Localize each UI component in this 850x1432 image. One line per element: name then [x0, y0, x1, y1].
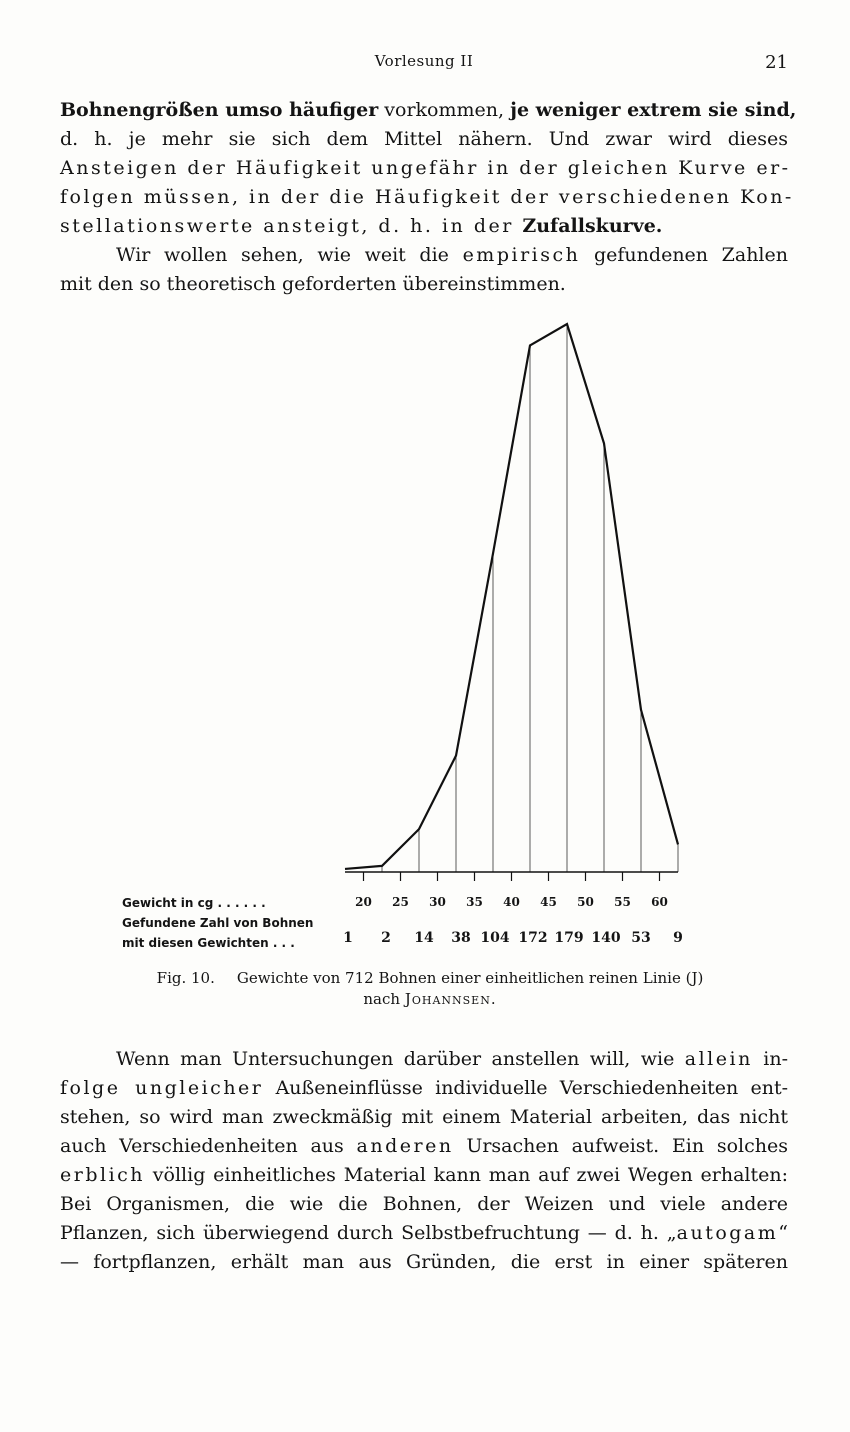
count-row-label-2: mit diesen Gewichten . . . — [122, 936, 295, 950]
text-span: Wir wollen sehen, wie weit die — [116, 244, 463, 266]
x-tick-label: 55 — [614, 895, 631, 909]
count-label: 38 — [451, 930, 471, 946]
figure-number: Fig. 10. — [156, 969, 215, 987]
bold-text: umso häufiger — [225, 99, 379, 121]
text-span: in- — [752, 1048, 788, 1070]
spaced-text: folge ungleicher — [60, 1077, 264, 1099]
count-row-label-1: Gefundene Zahl von Bohnen — [122, 916, 314, 930]
text-span: “ — [778, 1222, 788, 1244]
bold-text: Bohnengrößen — [60, 99, 226, 121]
count-label: 53 — [631, 930, 651, 946]
frequency-curve — [345, 324, 678, 869]
text-line: Bei Organismen, die wie die Bohnen, der Weizen und viele andere — [60, 1193, 788, 1215]
text-span: Außeneinflüsse individuelle Verschiedenheiten ent- — [263, 1077, 789, 1099]
count-label: 140 — [591, 930, 621, 946]
page-number: 21 — [765, 52, 788, 73]
intro-paragraph — [60, 96, 797, 299]
text-span: auch Verschiedenheiten aus — [60, 1135, 357, 1157]
spaced-text: anderen — [356, 1135, 454, 1157]
count-label: 9 — [673, 930, 683, 946]
x-tick-label: 45 — [540, 895, 557, 909]
text-line — [60, 212, 788, 241]
text-span: Pflanzen, sich überwiegend durch Selbstbefruchtung — d. h. „ — [60, 1222, 677, 1244]
text-line — [60, 1132, 788, 1161]
x-tick-label: 25 — [392, 895, 409, 909]
text-span: stellationswerte ansteigt, d. h. in der — [60, 215, 523, 237]
count-label: 1 — [343, 930, 353, 946]
outro-paragraph — [60, 1045, 788, 1277]
text-line: stehen, so wird man zweckmäßig mit einem Material arbeiten, das nicht — [60, 1106, 788, 1128]
text-line: folgen müssen, in der die Häufigkeit der verschiedenen Kon- — [60, 186, 794, 208]
x-tick-label: 20 — [355, 895, 372, 909]
figure-caption — [100, 968, 760, 1010]
bold-text: Zufallskurve. — [522, 215, 663, 237]
vertical-lines — [382, 324, 678, 872]
text-line — [60, 1161, 788, 1190]
x-tick-label: 60 — [651, 895, 668, 909]
count-label: 179 — [554, 930, 584, 946]
text-line: mit den so theoretisch geforderten übereinstimmen. — [60, 273, 566, 295]
text-line — [60, 241, 788, 270]
count-label: 2 — [381, 930, 391, 946]
caption-text: Gewichte von 712 Bohnen einer einheitlichen reinen Linie (J) — [236, 969, 704, 987]
bold-text: je weniger extrem sie sind, — [510, 99, 797, 121]
spaced-text: erblich — [60, 1164, 146, 1186]
x-axis-tick-marks — [364, 872, 660, 881]
caption-author: Johannsen. — [404, 990, 497, 1008]
spaced-text: empirisch — [462, 244, 581, 266]
text-span: vorkommen, — [378, 99, 511, 121]
count-label: 14 — [414, 930, 434, 946]
page-header — [60, 52, 788, 76]
text-span: gefundenen Zahlen — [580, 244, 788, 266]
spaced-text: autogam — [676, 1222, 779, 1244]
text-line: Ansteigen der Häufigkeit ungefähr in der gleichen Kurve er- — [60, 157, 791, 179]
running-title: Vorlesung II — [374, 52, 474, 70]
x-tick-label: 40 — [503, 895, 520, 909]
caption-text: nach — [363, 990, 405, 1008]
text-line: — fortpflanzen, erhält man aus Gründen, die erst in einer späteren — [60, 1251, 788, 1273]
text-line: d. h. je mehr sie sich dem Mittel nähern. Und zwar wird dieses — [60, 128, 788, 150]
text-span: Wenn man Untersuchungen darüber anstellen will, wie — [116, 1048, 685, 1070]
text-line — [60, 1045, 788, 1074]
count-label: 104 — [480, 930, 510, 946]
count-label: 172 — [518, 930, 548, 946]
weight-row-label: Gewicht in cg . . . . . . — [122, 896, 266, 910]
text-line — [60, 1074, 788, 1103]
text-span: völlig einheitliches Material kann man auf zwei Wegen erhalten: — [145, 1164, 788, 1186]
frequency-chart — [0, 300, 850, 900]
text-line — [60, 96, 797, 125]
table-row-labels — [122, 893, 337, 953]
caption-line-1 — [100, 968, 760, 989]
text-span: Ursachen aufweist. Ein solches — [453, 1135, 788, 1157]
spaced-text: allein — [684, 1048, 753, 1070]
caption-line-2 — [100, 989, 760, 1010]
x-tick-label: 50 — [577, 895, 594, 909]
x-tick-label: 35 — [466, 895, 483, 909]
text-line — [60, 1219, 788, 1248]
x-tick-label: 30 — [429, 895, 446, 909]
